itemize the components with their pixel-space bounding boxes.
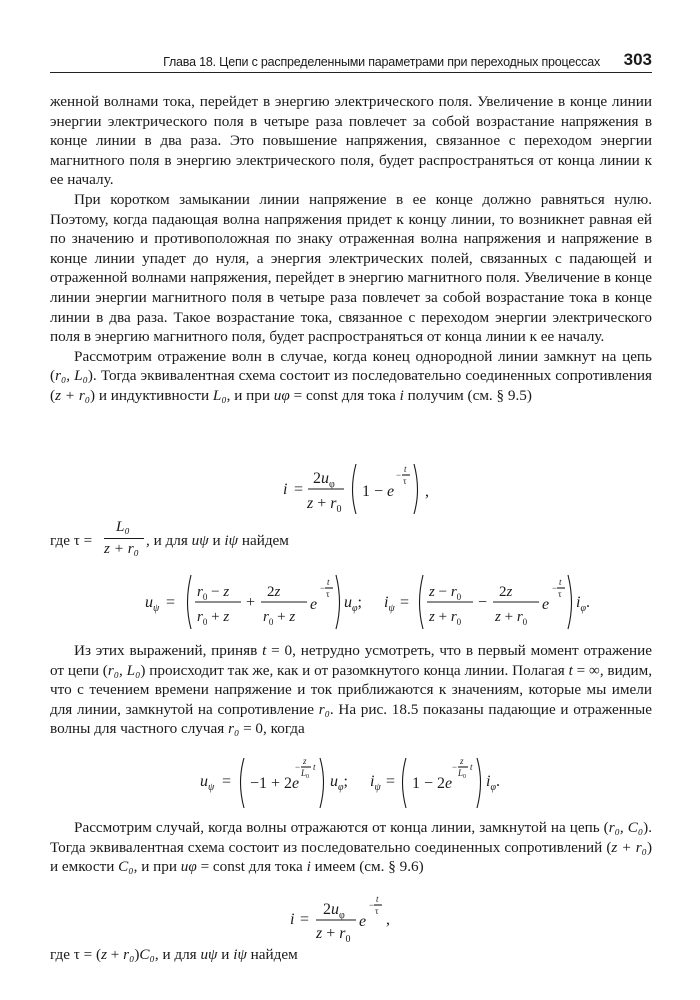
svg-text:e: e [310,596,318,613]
svg-text:,: , [386,911,390,928]
svg-text:t: t [404,464,407,474]
svg-text:e: e [359,913,367,930]
svg-text:−: − [320,583,326,593]
svg-text:2uφ: $2u_\varphi$ [313,470,335,490]
svg-text:t: t [376,894,379,904]
svg-text:−: − [396,470,402,480]
svg-text:z + r0: $z + r_0$ [307,495,342,515]
svg-text:L0: $L_0$ [301,768,310,780]
svg-text:uφ;: $u_\varphi$; [344,594,362,614]
svg-text:t: t [559,577,562,587]
svg-text:−1 + 2e: −1 + 2e [250,775,300,792]
svg-text:1 − e: 1 − e [362,483,395,500]
paragraph-3: Рассмотрим отражение волн в случае, когда конец однородной линии замкнут на цепь (r₀, L₀). Тогда эквивалентная схема состоит из последовательно соединенных сопротивления (z + r₀) и индуктивности L₀, и при uφ = const для тока i получим (см. § 9.5) [50,347,652,404]
svg-text:2z: 2z [499,584,513,600]
svg-text:τ: τ [403,476,407,486]
svg-text:τ: τ [558,589,562,599]
svg-text:iψ: $i_\psi$ [370,773,381,793]
svg-text:iφ.: $i_\varphi$. [486,773,500,793]
text-block-3 [50,818,652,877]
svg-text:=: = [294,481,304,498]
svg-text:r0 + z: $r_0 + z$ [263,609,296,627]
svg-text:=: = [166,594,176,611]
paragraph-1: женной волнами тока, перейдет в энергию электрического поля. Увеличение в конце линии энергии электрического поля в четыре раза повлечет за собой возрастание напряжения в конце линии в два раза. Это повышение напряжения, связанное с переходом энергии магнитного поля в энергию электрического поля, будет распространяться от конца линии к ее началу. [50,93,652,189]
svg-text:z: z [303,756,307,766]
svg-text:i: i [283,481,288,498]
svg-text:r0 − z: $r_0 - z$ [197,584,230,602]
page-number: 303 [623,50,652,69]
definition-tau-rc: где τ = (z + r₀)C₀, и для uψ и iψ найдем [50,946,298,963]
svg-text:z: z [460,756,464,766]
text-block-2 [50,641,652,739]
svg-text:z + r0: $z + r_0$ [429,609,462,627]
paragraph-4: Из этих выражений, приняв t = 0, нетрудно усмотреть, что в первый момент отражение от цепи (r₀, L₀) происходит так же, как и от разомкнутого конца линии. Полагая t = ∞, видим, что с течением времени напряжение и ток приближаются к значениям, которые мы имели для линии, замкнутой на сопротивление r₀. На рис. 18.5 показаны падающие и отраженные волны для частного случая r₀ = 0, когда [50,642,652,738]
svg-text:−: − [295,762,301,772]
svg-text:iφ.: $i_\varphi$. [576,594,590,614]
svg-text:t: t [470,762,473,772]
svg-text:i: i [290,911,295,928]
svg-text:−: − [478,594,488,611]
svg-text:e: e [542,596,550,613]
svg-text:iψ: $i_\psi$ [384,594,395,614]
svg-text:t: t [327,577,330,587]
svg-text:=: = [386,773,396,790]
svg-text:−: − [552,583,558,593]
svg-text:τ: τ [375,906,379,916]
definition-tau-rl: где τ = L₀ z + r₀ , и для uψ и iψ найдем [50,518,289,557]
svg-text:τ: τ [326,589,330,599]
svg-text:+: + [246,594,256,611]
svg-text:=: = [222,773,232,790]
svg-text:L0: $L_0$ [458,768,467,780]
svg-text:,: , [425,483,429,500]
svg-text:−: − [452,762,458,772]
svg-text:−: − [369,900,375,910]
paragraph-5: Рассмотрим случай, когда волны отражаются от конца линии, замкнутой на цепь (r₀, C₀). Тогда эквивалентная схема состоит из последовательно соединенных сопротивлений (z + r₀) и емкости C₀, и при uφ = const для тока i имеем (см. § 9.6) [50,819,652,876]
svg-text:z + r0: $z + r_0$ [495,609,528,627]
svg-text:r0 + z: $r_0 + z$ [197,609,230,627]
svg-text:t: t [313,762,316,772]
svg-text:uφ;: $u_\varphi$; [330,773,348,793]
svg-text:2z: 2z [267,584,281,600]
svg-text:=: = [400,594,410,611]
text-block-1 [50,92,652,406]
svg-text:uψ: $u_\psi$ [200,773,215,793]
svg-text:=: = [300,911,310,928]
chapter-title: Глава 18. Цепи с распределенными параметрами при переходных процессах [163,55,600,69]
paragraph-2: При коротком замыкании линии напряжение в ее конце должно равняться нулю. Поэтому, когда падающая волна напряжения придет к концу линии, то возникнет равная ей по значению и противоположная по знаку отраженная волна напряжения и напряжение в конце линии упадет до нуля, а энергия электрических полей, связанных с падающей и отраженной волнами напряжения, перейдет в энергию магнитного поля. Увеличение в конце линии энергии магнитного поля в четыре раза повлечет за собой возрастание тока в конце линии в два раза. Такое возрастание тока, связанное с переходом энергии электрического поля в энергию магнитного поля, будет распространяться от конца линии к ее началу. [50,190,652,346]
svg-text:z + r0: $z + r_0$ [316,925,351,945]
formula-current-rc [0,894,700,946]
formula-reflected-waves-rl [0,565,700,635]
svg-text:1 − 2e: 1 − 2e [412,775,453,792]
formula-current-rl [0,452,700,522]
svg-text:2uφ: $2u_\varphi$ [323,901,345,921]
svg-text:z − r0: $z - r_0$ [429,584,462,602]
svg-text:uψ: $u_\psi$ [145,594,160,614]
formula-reflected-waves-r0-zero [0,752,700,812]
running-header [50,50,652,73]
